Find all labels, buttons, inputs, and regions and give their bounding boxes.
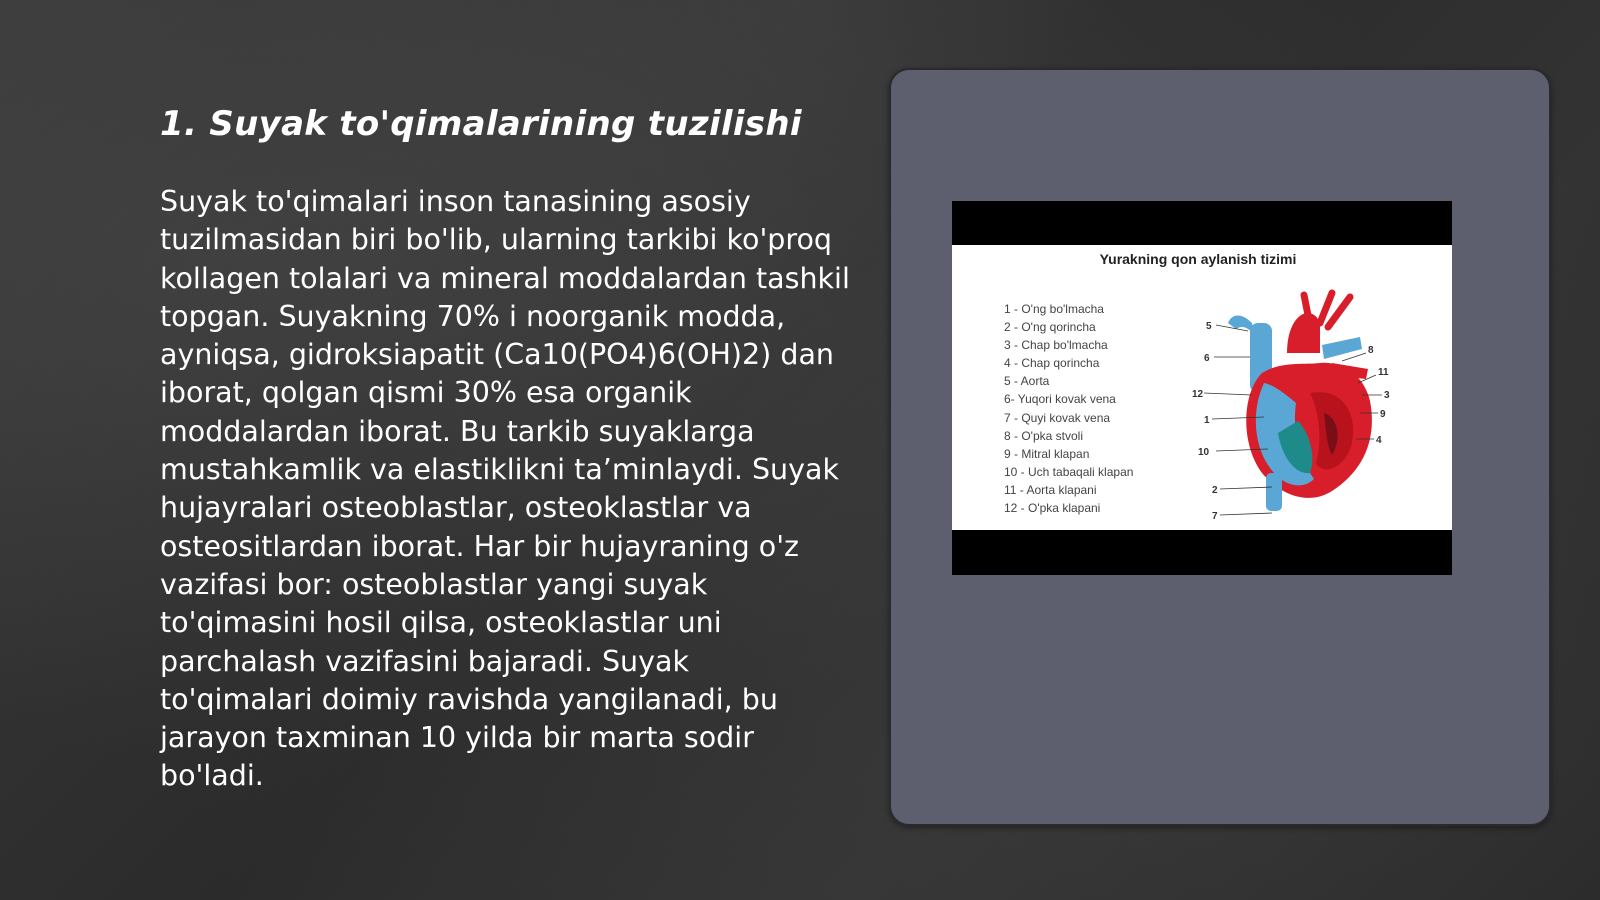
legend-item: 10 - Uch tabaqali klapan — [1004, 464, 1134, 479]
marker-12: 12 — [1192, 389, 1204, 400]
diagram-title: Yurakning qon aylanish tizimi — [1099, 251, 1297, 267]
slide-title: 1. Suyak to'qimalarining tuzilishi — [160, 104, 802, 144]
marker-9: 9 — [1380, 409, 1386, 420]
legend-item: 11 - Aorta klapani — [1004, 482, 1097, 497]
legend-item: 6- Yuqori kovak vena — [1004, 392, 1116, 407]
legend-item: 5 - Aorta — [1004, 374, 1050, 389]
legend-item: 7 - Quyi kovak vena — [1004, 410, 1111, 425]
marker-4: 4 — [1376, 435, 1382, 446]
legend-item: 12 - O'pka klapani — [1004, 501, 1101, 516]
heart-diagram-image — [952, 201, 1452, 575]
marker-2: 2 — [1212, 485, 1218, 496]
diagram-legend — [1004, 300, 1133, 517]
marker-1: 1 — [1204, 415, 1210, 426]
image-panel — [889, 68, 1551, 826]
marker-3: 3 — [1384, 390, 1390, 401]
legend-item: 1 - O'ng bo'lmacha — [1004, 302, 1104, 316]
legend-item: 4 - Chap qorincha — [1004, 356, 1100, 371]
legend-item: 9 - Mitral klapan — [1004, 446, 1090, 461]
marker-11: 11 — [1378, 367, 1389, 378]
slide-body-text: Suyak to'qimalari inson tanasining asosiy tuzilmasidan biri bo'lib, ularning tarkibi ko'proq kollagen tolalari va mineral moddalardan tashkil topgan. Suyakning 70% i noorganik modda, ayniqsa, gidroksiapatit (Ca10(PO4)6(OH)2) dan iborat, qolgan qismi 30% esa organik moddalardan iborat. Bu tarkib suyaklarga mustahkamlik va elastiklikni ta’minlaydi. Suyak hujayralari osteoblastlar, osteoklastlar va osteositlardan iborat. Har bir hujayraning o'z vazifasi bor: osteoblastlar yangi suyak to'qimasini hosil qilsa, osteoklastlar uni parchalash vazifasini bajaradi. Suyak to'qimalari doimiy ravishda yangilanadi, bu jarayon taxminan 10 yilda bir marta sodir bo'ladi. — [160, 185, 850, 793]
marker-10: 10 — [1198, 447, 1210, 458]
heart-illustration — [1192, 283, 1432, 523]
marker-7: 7 — [1212, 511, 1218, 522]
heart-diagram-canvas — [952, 245, 1452, 530]
marker-6: 6 — [1204, 353, 1210, 364]
legend-item: 2 - O'ng qorincha — [1004, 320, 1096, 335]
marker-8: 8 — [1368, 345, 1374, 356]
marker-5: 5 — [1206, 321, 1212, 332]
legend-item: 8 - O'pka stvoli — [1004, 428, 1083, 443]
legend-item: 3 - Chap bo'lmacha — [1004, 338, 1108, 353]
